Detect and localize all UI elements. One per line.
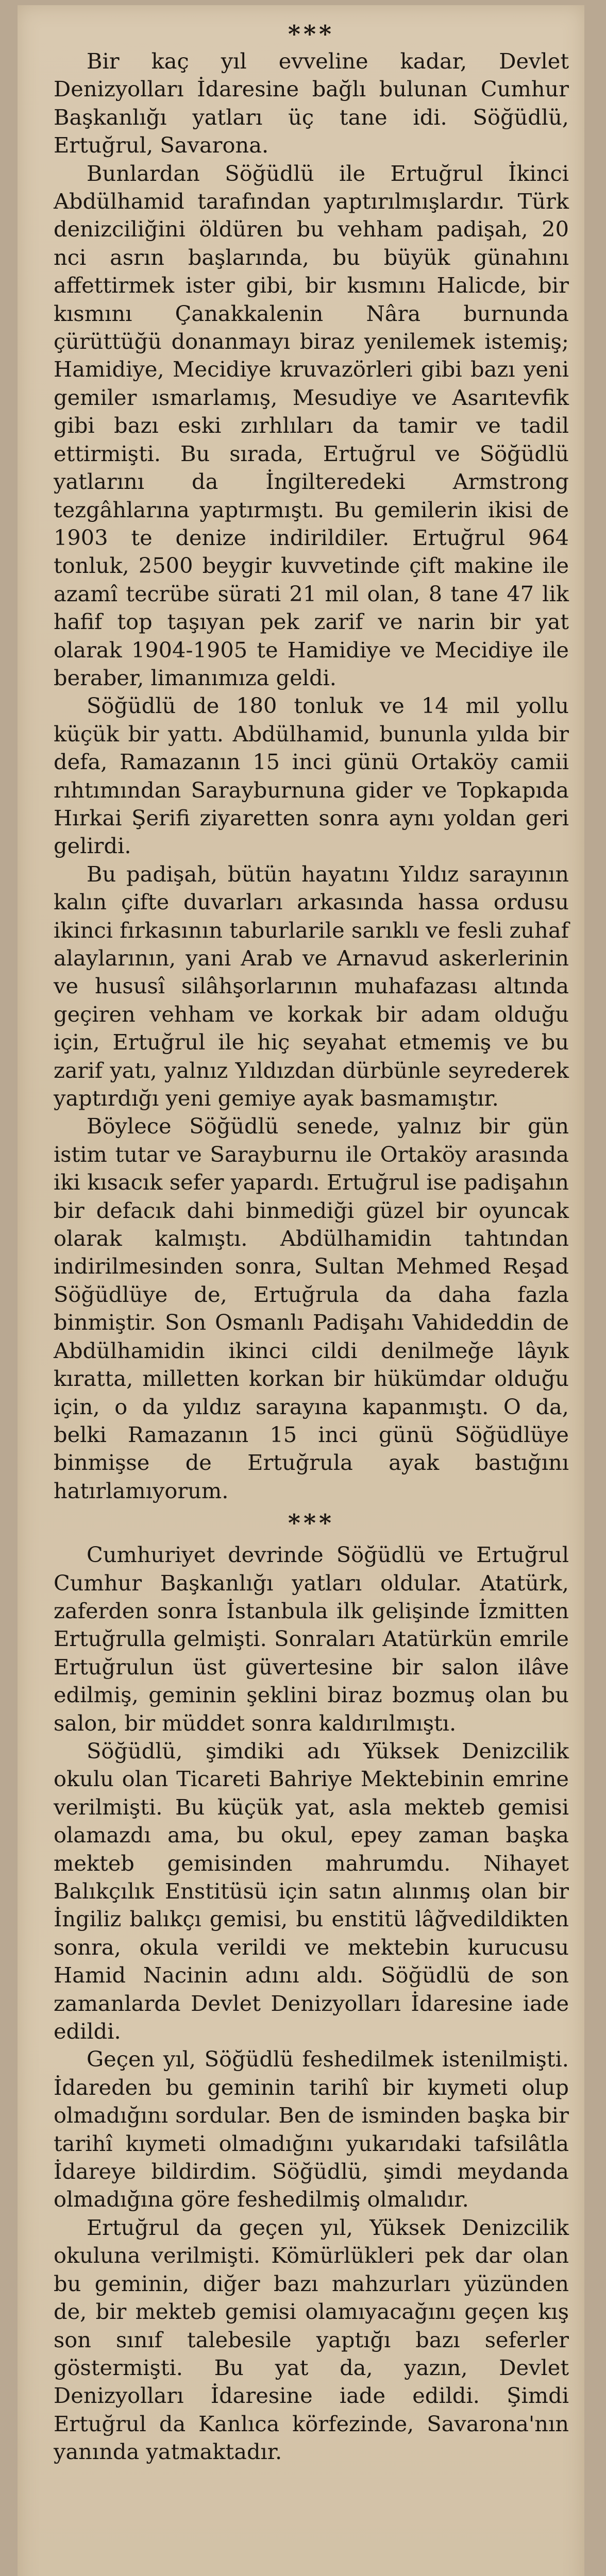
top-separator: *** (288, 20, 335, 48)
paragraph-4: Bu padişah, bütün hayatını Yıldız sarayının kalın çifte duvarları arkasında hassa ordusu ikinci fırkasının taburlarile sarıklı ve fesli zuhaf alaylarının, yani Arab ve Arnavud askerlerinin ve hususî silâhşorlarının muhafazası altında geçiren vehham ve korkak bir adam olduğu için, Ertuğrul ile hiç seyahat etmemiş ve bu zarif yatı, yalnız Yıldızdan dürbünle seyrederek yaptırdığı yeni gemiye ayak basmamıştır. (54, 861, 569, 1111)
paragraph-5: Böylece Söğüdlü senede, yalnız bir gün istim tutar ve Sarayburnu ile Ortaköy arasında iki kısacık sefer yapardı. Ertuğrul ise padişahın bir defacık dahi binmediği güzel bir oyuncak olarak kalmıştı. Abdülhamidin tahtından indirilmesinden sonra, Sultan Mehmed Reşad Söğüdlüye de, Ertuğrula da daha fazla binmiştir. Son Osmanlı Padişahı Vahideddin de Abdülhamidin ikinci cildi denilmeğe lâyık kıratta, milletten korkan bir hükümdar olduğu için, o da yıldız sarayına kapanmıştı. O da, belki Ramazanın 15 inci günü Söğüdlüye binmişse de Ertuğrula ayak bastığını hatırlamıyorum. (54, 1113, 569, 1503)
paragraph-8: Geçen yıl, Söğüdlü feshedilmek istenilmişti. İdareden bu geminin tarihî bir kıymeti olup olmadığını sordular. Ben de isminden başka bir tarihî kıymeti olmadığını yukarıdaki tafsilâtla İdareye bildirdim. Söğüdlü, şimdi meydanda olmadığına göre feshedilmiş olmalıdır. (54, 2046, 569, 2212)
paragraph-1: Bir kaç yıl evveline kadar, Devlet Denizyolları İdaresine bağlı bulunan Cumhur Başkanlığı yatları üç tane idi. Söğüdlü, Ertuğrul, Savarona. (54, 48, 569, 158)
paragraph-7: Söğüdlü, şimdiki adı Yüksek Denizcilik okulu olan Ticareti Bahriye Mektebinin emrine verilmişti. Bu küçük yat, asla mekteb gemisi olamazdı ama, bu okul, epey zaman başka mekteb gemisinden mahrumdu. Nihayet Balıkçılık Enstitüsü için satın alınmış olan bir İngiliz balıkçı gemisi, bu enstitü lâğvedildikten sonra, okula verildi ve mektebin kurucusu Hamid Nacinin adını aldı. Söğüdlü de son zamanlarda Devlet Denizyolları İdaresine iade edildi. (54, 1738, 569, 2044)
middle-separator: *** (288, 1509, 335, 1537)
paragraph-2: Bunlardan Söğüdlü ile Ertuğrul İkinci Abdülhamid tarafından yaptırılmışlardır. Türk denizciliğini öldüren bu vehham padişah, 20 nci asrın başlarında, bu büyük günahını affettirmek ister gibi, bir kısmını Halicde, bir kısmını Çanakkalenin Nâra burnunda çürüttüğü donanmayı biraz yenilemek istemiş; Hamidiye, Mecidiye kruvazörleri gibi bazı yeni gemiler ısmarlamış, Mesudiye ve Asarıtevfik gibi bazı eski zırhlıları da tamir ve tadil ettirmişti. Bu sırada, Ertuğrul ve Söğüdlü yatlarını da İngilteredeki Armstrong tezgâhlarına yaptırmıştı. Bu gemilerin ikisi de 1903 te denize indirildiler. Ertuğrul 964 tonluk, 2500 beygir kuvvetinde çift makine ile azamî tecrübe sürati 21 mil olan, 8 tane 47 lik hafif top taşıyan pek zarif ve narin bir yat olarak 1904-1905 te Hamidiye ve Mecidiye ile beraber, limanımıza geldi. (54, 160, 569, 690)
newspaper-clipping (18, 5, 584, 2576)
article-column (54, 21, 569, 2466)
paragraph-3: Söğüdlü de 180 tonluk ve 14 mil yollu küçük bir yattı. Abdülhamid, bununla yılda bir defa, Ramazanın 15 inci günü Ortaköy camii rıhtımından Sarayburnuna gider ve Topkapıda Hırkai Şerifi ziyaretten sonra aynı yoldan geri gelirdi. (54, 693, 569, 859)
paragraph-9: Ertuğrul da geçen yıl, Yüksek Denizcilik okuluna verilmişti. Kömürlükleri pek dar olan bu geminin, diğer bazı mahzurları yüzünden de, bir mekteb gemisi olamıyacağını geçen kış son sınıf talebesile yaptığı bazı seferler göstermişti. Bu yat da, yazın, Devlet Denizyolları İdaresine iade edildi. Şimdi Ertuğrul da Kanlıca körfezinde, Savarona'nın yanında yatmaktadır. (54, 2214, 569, 2465)
paragraph-6: Cumhuriyet devrinde Söğüdlü ve Ertuğrul Cumhur Başkanlığı yatları oldular. Atatürk, zaferden sonra İstanbula ilk gelişinde İzmitten Ertuğrulla gelmişti. Sonraları Atatürkün emrile Ertuğrulun üst güvertesine bir salon ilâve edilmiş, geminin şeklini biraz bozmuş olan bu salon, bir müddet sonra kaldırılmıştı. (54, 1542, 569, 1736)
